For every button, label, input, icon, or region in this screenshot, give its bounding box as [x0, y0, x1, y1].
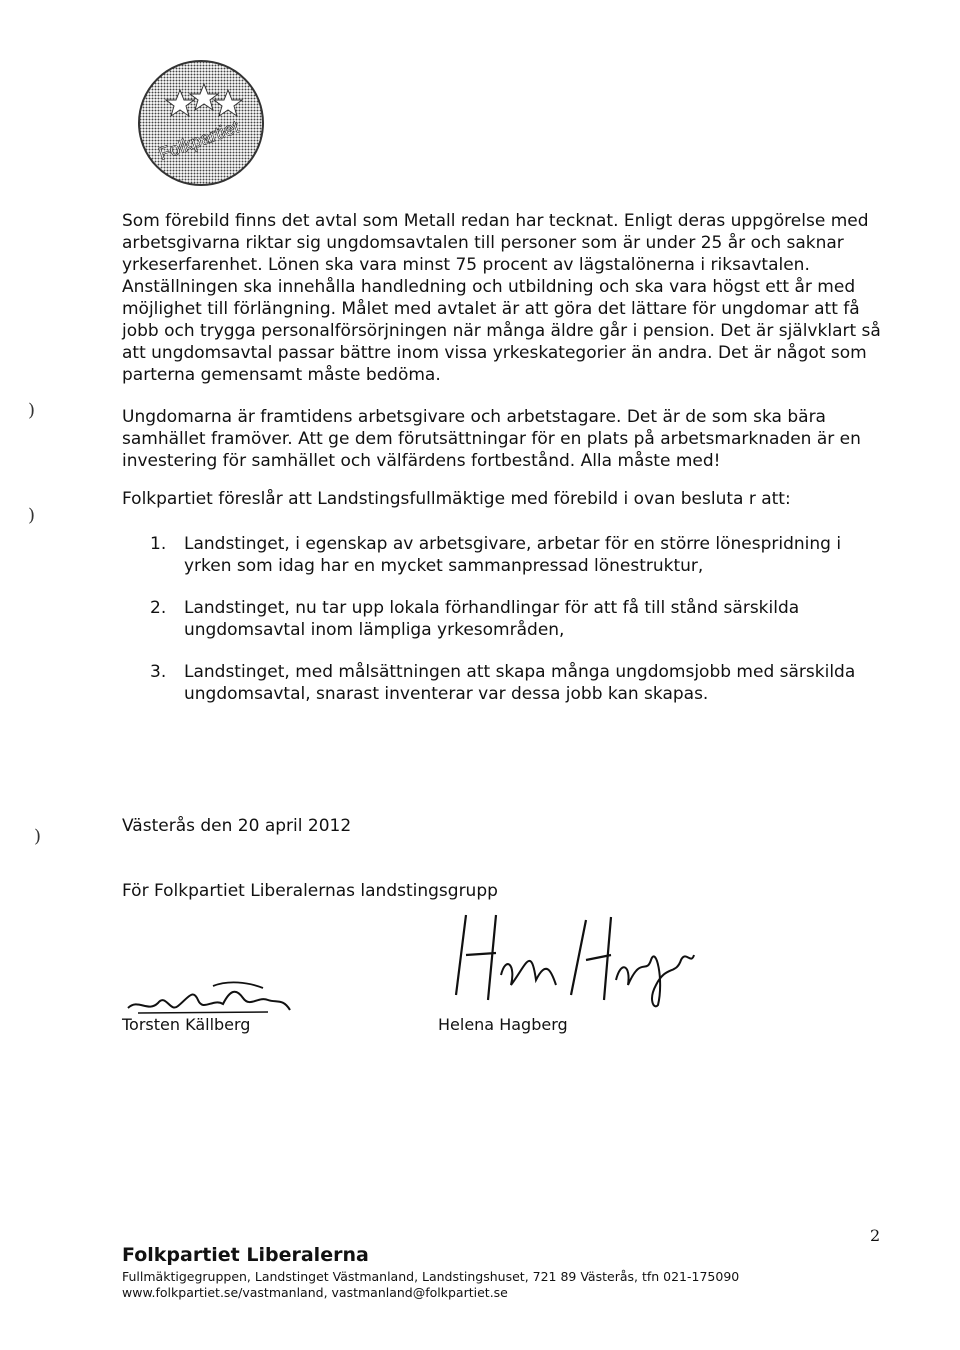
paragraph-3: Folkpartiet föreslår att Landstingsfullmäktige med förebild i ovan besluta r att: — [122, 489, 791, 509]
list-number: 3. — [150, 662, 167, 682]
paragraph-2: Ungdomarna är framtidens arbetsgivare och arbetstagare. Det är de som ska bära samhället framöver. Att ge dem förutsättningar för en plats på arbetsmarknaden är en investering för samhället och välfärdens fortbestånd. Alla måste med! — [122, 407, 861, 471]
scan-margin-mark: ) — [28, 400, 36, 421]
signature-helena — [436, 905, 706, 1015]
signatory-name-2: Helena Hagberg — [438, 1015, 568, 1034]
footer-title: Folkpartiet Liberalerna — [122, 1244, 369, 1266]
svg-text:Folkpartiet: Folkpartiet — [156, 116, 242, 165]
list-text: Landstinget, i egenskap av arbetsgivare, arbetar för en större lönespridning i yrken som idag har en mycket sammanpressad lönestruktur, — [184, 534, 842, 576]
footer-address: Fullmäktigegruppen, Landstinget Västmanland, Landstingshuset, 721 89 Västerås, tfn 021-175090 — [122, 1269, 740, 1284]
page-number: 2 — [870, 1226, 881, 1245]
scan-margin-mark: ) — [34, 826, 42, 847]
scan-margin-mark: ) — [28, 505, 36, 526]
date-line: Västerås den 20 april 2012 — [122, 816, 352, 836]
list-number: 2. — [150, 598, 167, 618]
signatory-name-1: Torsten Källberg — [122, 1015, 251, 1034]
list-number: 1. — [150, 534, 167, 554]
folkpartiet-logo — [136, 58, 266, 188]
paragraph-1: Som förebild finns det avtal som Metall redan har tecknat. Enligt deras uppgörelse med arbetsgivarna riktar sig ungdomsavtalen till personer som är under 25 år och saknar yrkeserfarenhet. Lönen ska vara minst 75 procent av lägstalönerna i riksavtalen. Anställningen ska innehålla handledning och utbildning och ska vara högst ett år med möjlighet till förlängning. Målet med avtalet är att göra det lättare för ungdomar att få jobb och trygga personalförsörjningen när många äldre går i pension. Det är självklart så att ungdomsavtal passar bättre inom vissa yrkeskategorier än andra. Det är något som parterna gemensamt måste bedöma. — [122, 211, 881, 385]
list-text: Landstinget, nu tar upp lokala förhandlingar för att få till stånd särskilda ungdomsavtal inom lämpliga yrkesområden, — [184, 598, 800, 640]
list-text: Landstinget, med målsättningen att skapa många ungdomsjobb med särskilda ungdomsavtal, snarast inventerar var dessa jobb kan skapas. — [184, 662, 856, 704]
footer-web-email: www.folkpartiet.se/vastmanland, vastmanland@folkpartiet.se — [122, 1285, 508, 1300]
group-line: För Folkpartiet Liberalernas landstingsgrupp — [122, 881, 498, 901]
